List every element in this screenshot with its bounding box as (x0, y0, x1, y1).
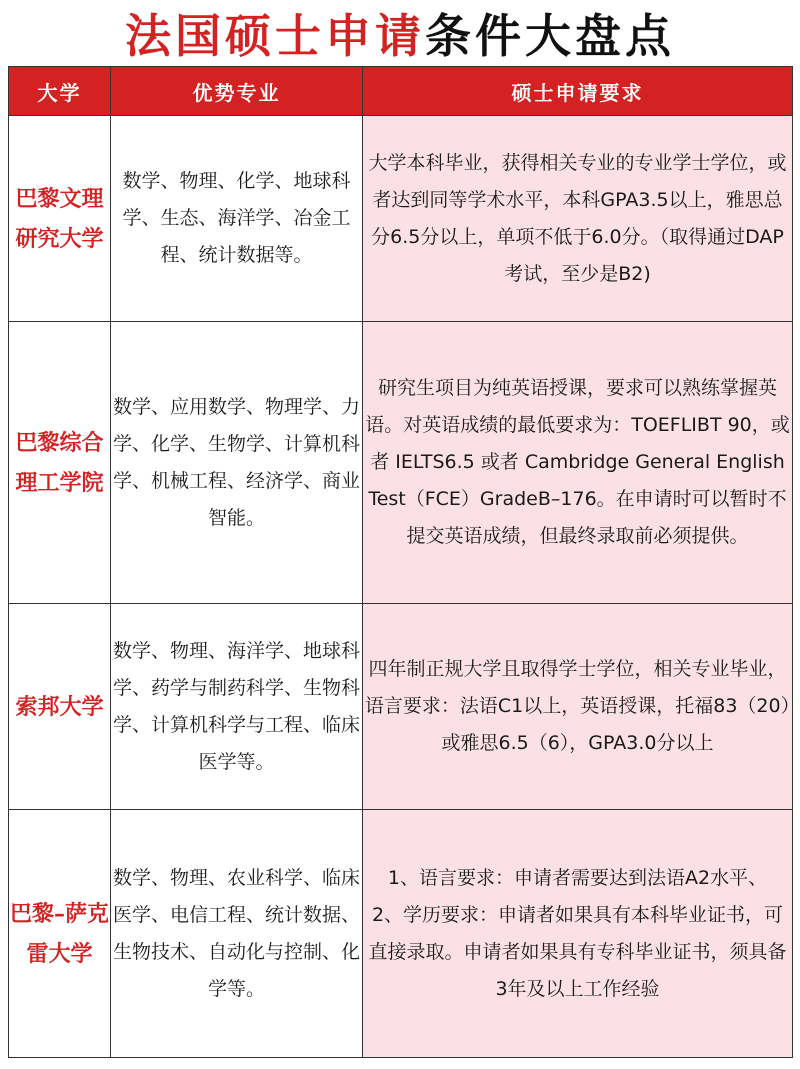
university-name: 巴黎文理研究大学 (9, 116, 111, 322)
comparison-table (8, 66, 793, 1058)
requirements-cell (363, 322, 793, 604)
header-university: 大学 (9, 67, 111, 116)
majors-cell: 数学、物理、化学、地球科学、生态、海洋学、冶金工程、统计数据等。 (111, 116, 363, 322)
university-name: 巴黎–萨克雷大学 (9, 810, 111, 1058)
title-highlight: 法国硕士申请 (125, 9, 425, 63)
table-row (9, 116, 793, 322)
table-row (9, 810, 793, 1058)
majors-cell: 数学、物理、海洋学、地球科学、药学与制药科学、生物科学、计算机科学与工程、临床医学等。 (111, 604, 363, 810)
header-majors: 优势专业 (111, 67, 363, 116)
header-requirements: 硕士申请要求 (363, 67, 793, 116)
requirement-text: 2、学历要求：申请者如果具有本科毕业证书，可直接录取。申请者如果具有专科毕业证书，须具备3年及以上工作经验 (368, 903, 787, 1000)
requirements-cell (363, 604, 793, 810)
requirement-text: 大学本科毕业，获得相关专业的专业学士学位，或者达到同等学术水平，本科GPA3.5以上，雅思总分6.5分以上，单项不低于6.0分。（取得通过DAP考试，至少是B2) (368, 151, 787, 285)
table-header-row (9, 67, 793, 116)
university-name: 巴黎综合理工学院 (9, 322, 111, 604)
table-row (9, 322, 793, 604)
university-name: 索邦大学 (9, 604, 111, 810)
requirement-text: 研究生项目为纯英语授课，要求可以熟练掌握英语。对英语成绩的最低要求为：TOEFLIBT 90，或者 IELTS6.5 或者 Cambridge General English Test（FCE）GradeB–176。在申请时可以暂时不提交英语成绩，但最终录取前必须提供。 (365, 377, 790, 547)
requirements-cell (363, 810, 793, 1058)
requirements-cell (363, 116, 793, 322)
table-row (9, 604, 793, 810)
requirement-text: 1、语言要求：申请者需要达到法语A2水平、 (387, 866, 768, 889)
page-title (0, 0, 800, 66)
majors-cell: 数学、应用数学、物理学、力学、化学、生物学、计算机科学、机械工程、经济学、商业智能。 (111, 322, 363, 604)
requirement-text: 四年制正规大学且取得学士学位，相关专业毕业，语言要求：法语C1以上，英语授课，托福83（20）或雅思6.5（6），GPA3.0分以上 (364, 658, 791, 754)
majors-cell: 数学、物理、农业科学、临床医学、电信工程、统计数据、生物技术、自动化与控制、化学等。 (111, 810, 363, 1058)
title-rest: 条件大盘点 (425, 9, 675, 63)
